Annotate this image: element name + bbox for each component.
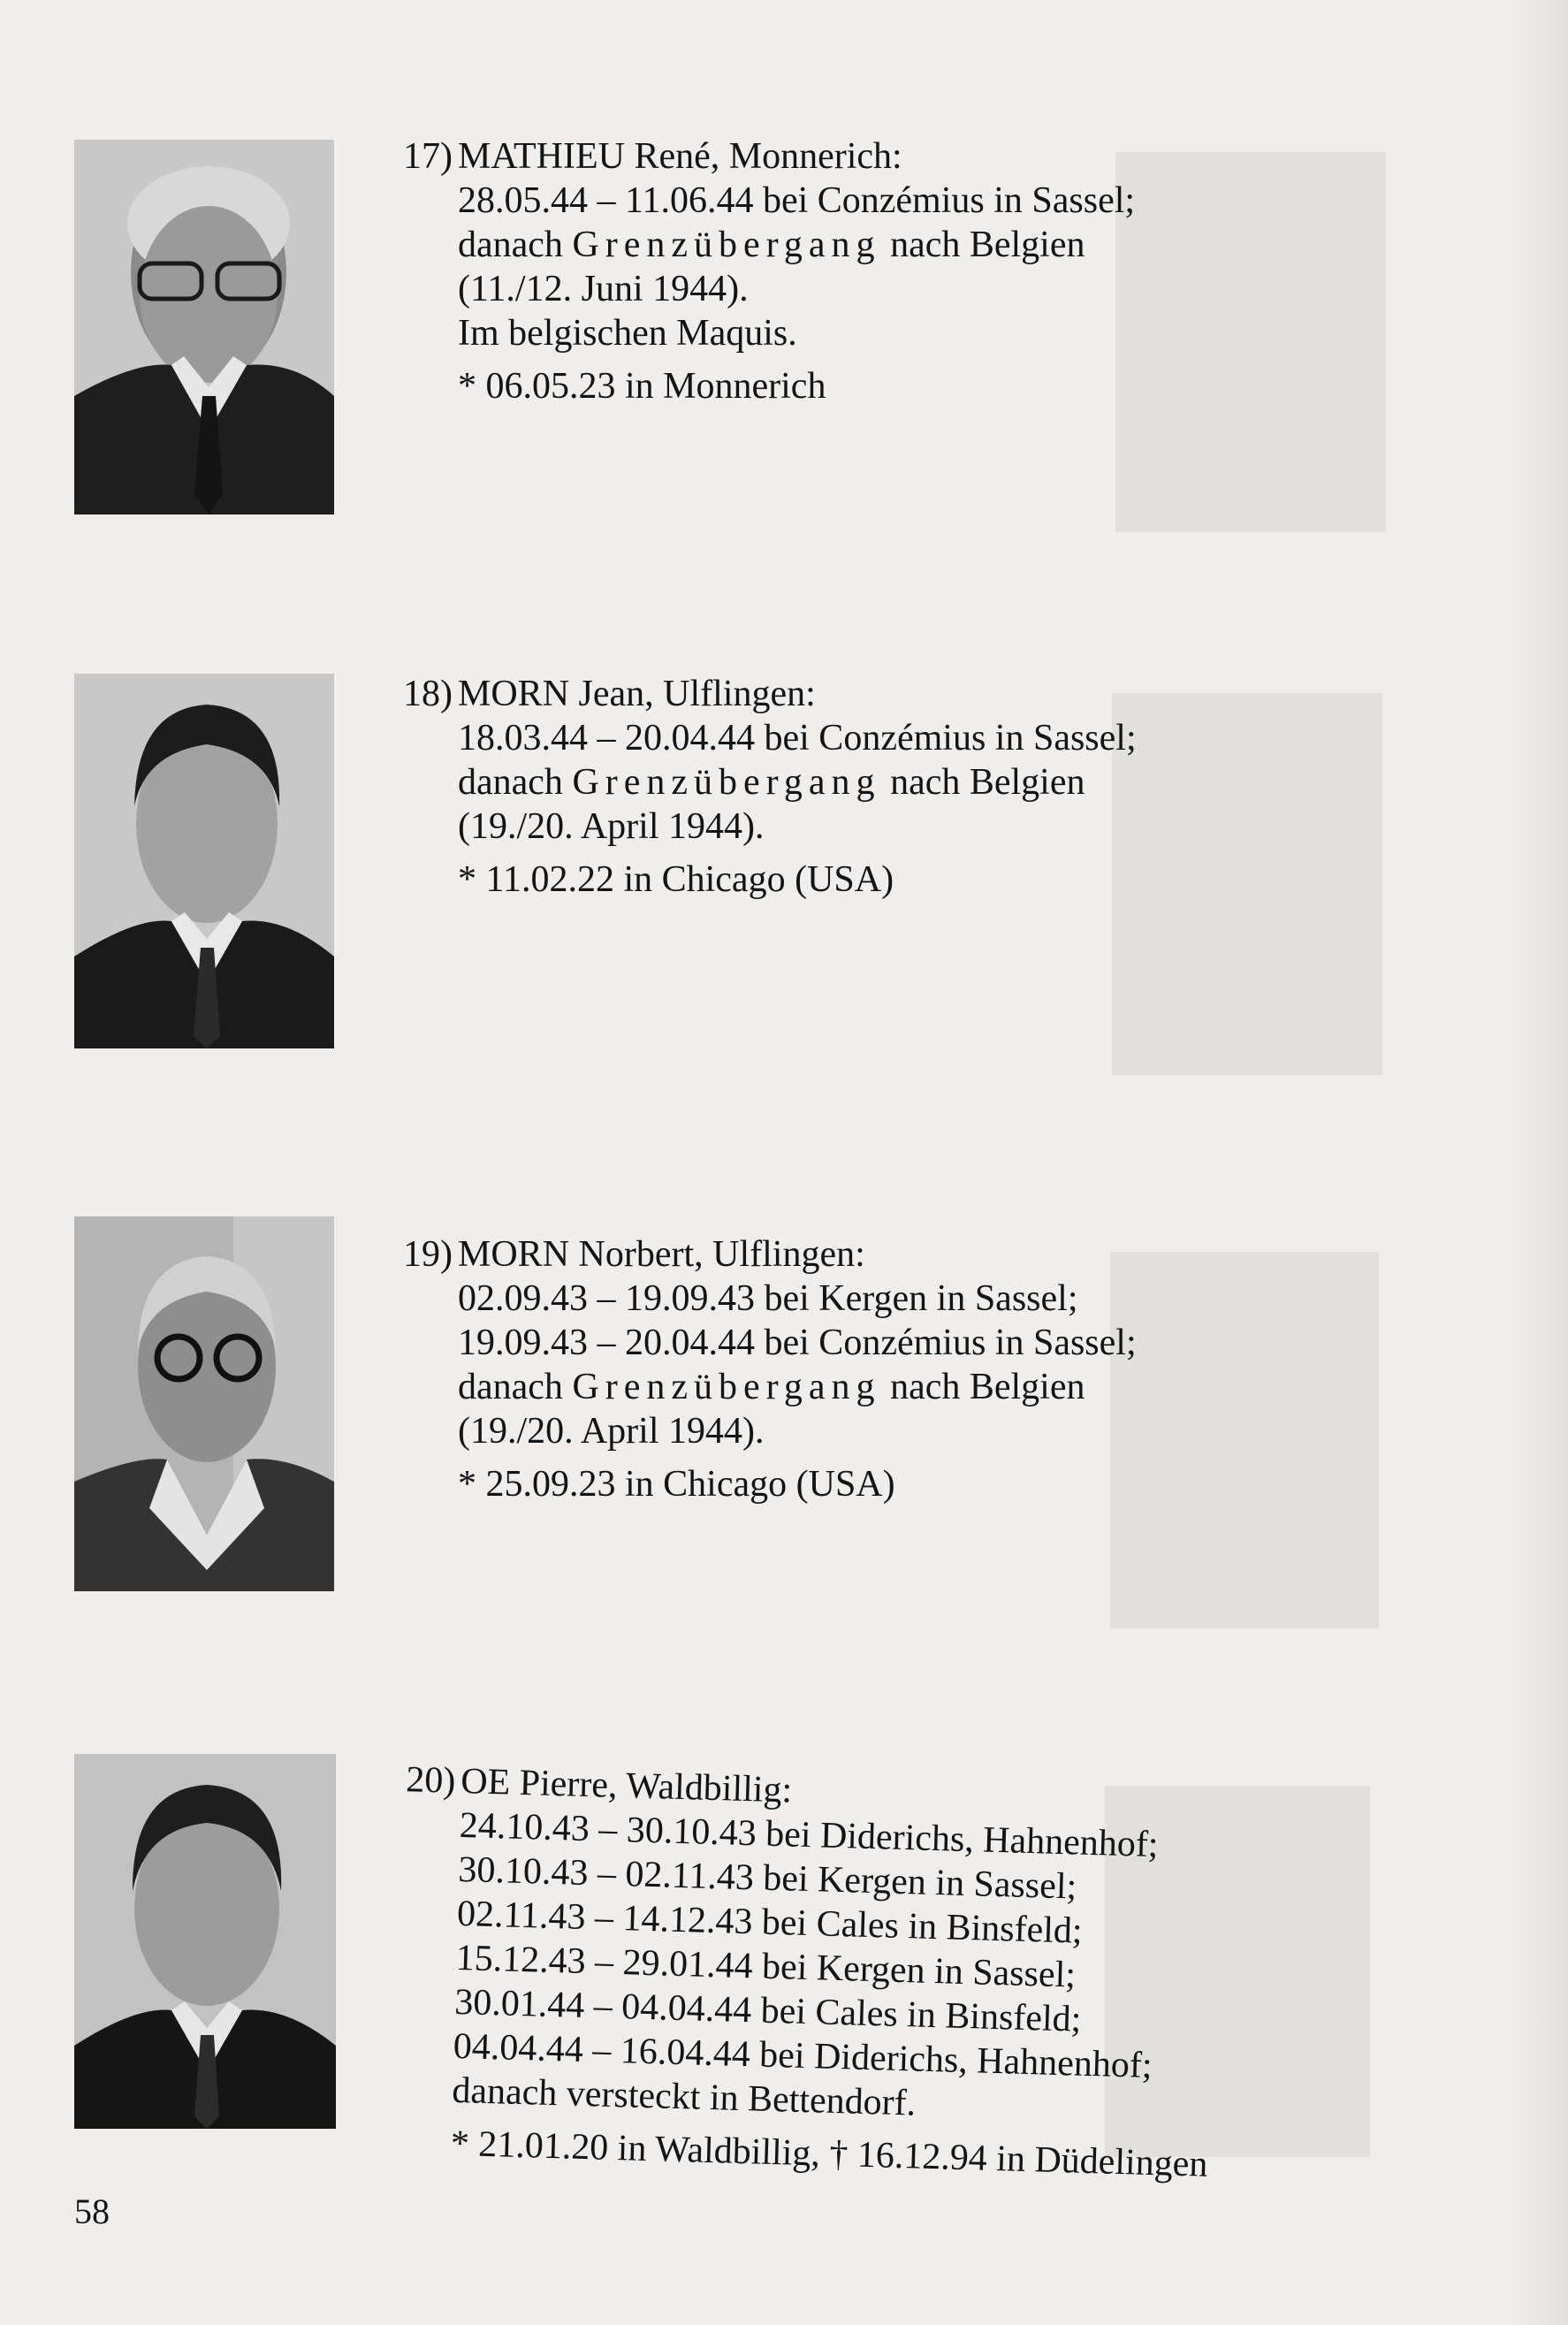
portrait-photo-mathieu (74, 140, 334, 515)
crossing-prefix: danach (458, 1367, 563, 1407)
portrait-photo-morn-jean (74, 674, 334, 1048)
entry-line: 19.09.43 – 20.04.44 bei Conzémius in Sassel; (458, 1323, 1137, 1363)
crossing-prefix: danach (458, 225, 563, 265)
entry-crossing-line (458, 760, 1137, 804)
entry-heading: OE Pierre, Waldbillig: (460, 1760, 793, 1811)
entry-19 (403, 1232, 1137, 1506)
entry-line: 18.03.44 – 20.04.44 bei Conzémius in Sassel; (458, 718, 1137, 758)
entry-line: (19./20. April 1944). (458, 806, 765, 847)
entry-heading: MATHIEU René, Monnerich: (458, 136, 902, 177)
entry-number: 17) (403, 136, 453, 177)
entry-18 (403, 672, 1137, 902)
crossing-suffix: nach Belgien (890, 1367, 1085, 1407)
entry-heading: MORN Norbert, Ulflingen: (458, 1234, 865, 1275)
crossing-prefix: danach (458, 762, 563, 803)
birth-line: * 25.09.23 in Chicago (USA) (458, 1464, 895, 1505)
bleed-through-photo (1112, 693, 1382, 1075)
crossing-word: Grenzübergang (572, 225, 881, 265)
crossing-word: Grenzübergang (572, 1367, 881, 1407)
entry-line: 02.11.43 – 14.12.43 bei Cales in Binsfeld; (456, 1893, 1084, 1952)
entry-line: 02.09.43 – 19.09.43 bei Kergen in Sassel; (458, 1278, 1078, 1319)
birth-line: * 21.01.20 in Waldbillig, † 16.12.94 in Düdelingen (450, 2123, 1208, 2185)
bleed-through-photo (1110, 1252, 1379, 1628)
entry-line: (11./12. Juni 1944). (458, 269, 749, 309)
entry-crossing-line (458, 1365, 1137, 1409)
entry-line: 30.10.43 – 02.11.43 bei Kergen in Sassel; (457, 1849, 1077, 1908)
entry-17 (403, 134, 1136, 408)
page-edge-shadow (1506, 0, 1568, 2325)
crossing-suffix: nach Belgien (890, 225, 1085, 265)
entry-line: Im belgischen Maquis. (458, 313, 797, 354)
entry-number: 18) (403, 674, 453, 714)
crossing-suffix: nach Belgien (890, 762, 1085, 803)
birth-line: * 11.02.22 in Chicago (USA) (458, 859, 894, 900)
entry-20 (405, 1759, 1218, 2187)
page-number: 58 (74, 2192, 110, 2231)
crossing-word: Grenzübergang (572, 762, 881, 803)
portrait-photo-oe (74, 1754, 336, 2129)
entry-heading: MORN Jean, Ulflingen: (458, 674, 816, 714)
entry-line: 04.04.44 – 16.04.44 bei Diderichs, Hahnenhof; (453, 2025, 1153, 2086)
entry-line: danach versteckt in Bettendorf. (451, 2070, 917, 2124)
entry-crossing-line (458, 223, 1135, 267)
entry-number: 20) (405, 1759, 456, 1802)
entry-line: 15.12.43 – 29.01.44 bei Kergen in Sassel; (455, 1937, 1077, 1996)
birth-line: * 06.05.23 in Monnerich (458, 366, 826, 407)
entry-line: 30.01.44 – 04.04.44 bei Cales in Binsfeld; (453, 1981, 1082, 2040)
portrait-photo-morn-norbert (74, 1216, 334, 1591)
entry-line: 28.05.44 – 11.06.44 bei Conzémius in Sassel; (458, 180, 1136, 221)
bleed-through-photo (1115, 152, 1386, 532)
entry-line: 24.10.43 – 30.10.43 bei Diderichs, Hahnenhof; (459, 1804, 1160, 1866)
entry-number: 19) (403, 1234, 453, 1275)
entry-line: (19./20. April 1944). (458, 1411, 765, 1452)
